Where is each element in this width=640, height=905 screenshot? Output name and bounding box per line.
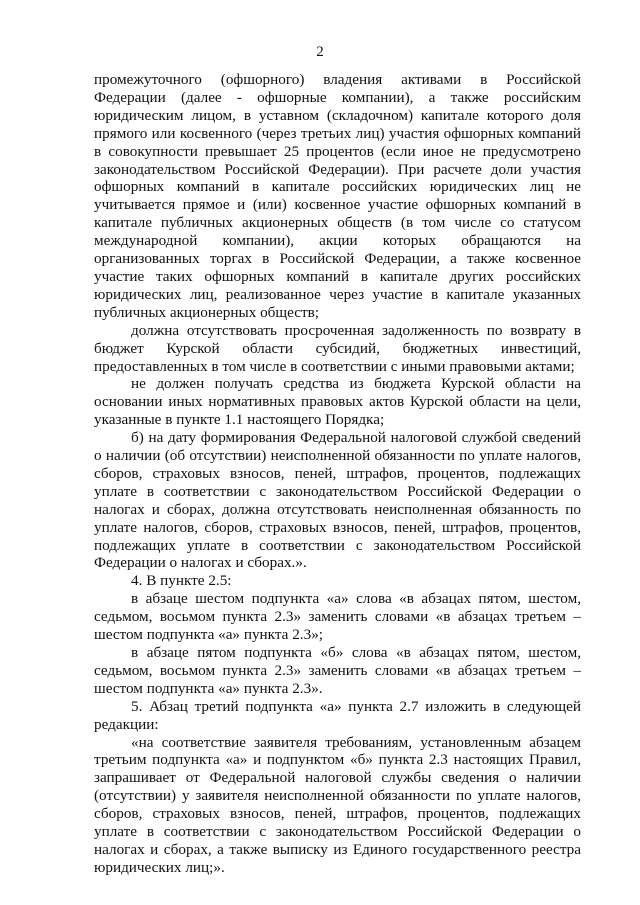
paragraph-item-5-new-wording: «на соответствие заявителя требованиям, установленным абзацем третьим подпункта «а» и подпунктом «б» пункта 2.3 настоящих Правил, запрашивает от Федеральной налоговой службы сведения о наличии (отсутствии) у заявителя неисполненной обязанности по уплате налогов, сборов, страховых взносов, пеней, штрафов, процентов, подлежащих уплате в соответствии с законодательством Российской Федерации о налогах и сборах, а также выписку из Единого государственного реестра юридических лиц;». xyxy=(94,733,581,876)
paragraph-item-4-subpoint-a: в абзаце шестом подпункта «а» слова «в абзацах пятом, шестом, седьмом, восьмом пункта 2.3» заменить словами «в абзацах третьем – шестом подпункта «а» пункта 2.3»; xyxy=(94,590,581,644)
paragraph-item-5-heading: 5. Абзац третий подпункта «а» пункта 2.7 изложить в следующей редакции: xyxy=(94,697,581,733)
paragraph-offshore-definition: промежуточного (офшорного) владения активами в Российской Федерации (далее - офшорные компании), а также российским юридическим лицом, в уставном (складочном) капитале которого доля прямого или косвенного (через третьих лиц) участия офшорных компаний в совокупности превышает 25 процентов (если иное не предусмотрено законодательством Российской Федерации). При расчете доли участия офшорных компаний в капитале российских юридических лиц не учитывается прямое и (или) косвенное участие офшорных компаний в капитале публичных акционерных обществ (в том числе со статусом международной компании), акции которых обращаются на организованных торгах в Российской Федерации, а также косвенное участие таких офшорных компаний в капитале других российских юридических лиц, реализованное через участие в капитале указанных публичных акционерных обществ; xyxy=(94,71,581,321)
paragraph-other-budget-funds: не должен получать средства из бюджета Курской области на основании иных нормативных правовых актов Курской области на цели, указанные в пункте 1.1 настоящего Порядка; xyxy=(94,375,581,429)
document-body xyxy=(94,71,581,877)
paragraph-item-4-heading: 4. В пункте 2.5: xyxy=(131,572,232,590)
page-number: 2 xyxy=(316,44,324,60)
paragraph-tax-obligation: б) на дату формирования Федеральной налоговой службой сведений о наличии (об отсутствии) неисполненной обязанности по уплате налогов, сборов, страховых взносов, пеней, штрафов, процентов, подлежащих уплате в соответствии с законодательством Российской Федерации о налогах и сборах, должна отсутствовать неисполненная обязанность по уплате налогов, сборов, страховых взносов, пеней, штрафов, процентов, подлежащих уплате в соответствии с законодательством Российской Федерации о налогах и сборах.». xyxy=(94,429,581,572)
paragraph-item-4-subpoint-b: в абзаце пятом подпункта «б» слова «в абзацах пятом, шестом, седьмом, восьмом пункта 2.3» заменить словами «в абзацах третьем – шестом подпункта «а» пункта 2.3». xyxy=(94,644,581,697)
paragraph-overdue-debt: должна отсутствовать просроченная задолженность по возврату в бюджет Курской области субсидий, бюджетных инвестиций, предоставленных в том числе в соответствии с иными правовыми актами; xyxy=(94,321,581,375)
